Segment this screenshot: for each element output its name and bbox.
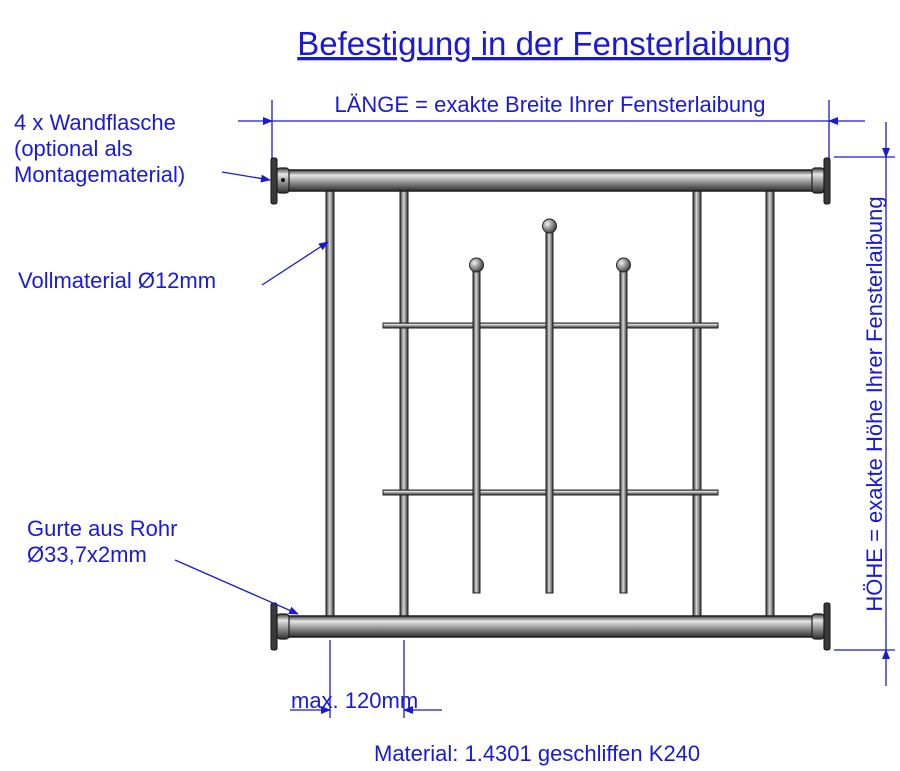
belts-label-line1: Gurte aus Rohr bbox=[27, 516, 178, 541]
vertical-bar bbox=[693, 189, 701, 617]
wall-flange bbox=[271, 158, 277, 204]
wall-flange-label-line1: 4 x Wandflasche bbox=[14, 110, 176, 135]
belts-label-line2: Ø33,7x2mm bbox=[27, 542, 147, 567]
page-title: Befestigung in der Fensterlaibung bbox=[297, 25, 791, 62]
bottom-rail-tube bbox=[284, 616, 816, 637]
vertical-bar bbox=[326, 189, 334, 617]
wall-flange bbox=[824, 603, 830, 650]
wall-flange-label-line2: (optional als bbox=[14, 136, 133, 161]
belts-leader bbox=[175, 560, 298, 614]
material-note: Material: 1.4301 geschliffen K240 bbox=[374, 741, 701, 766]
length-label: LÄNGE = exakte Breite Ihrer Fensterlaibung bbox=[334, 92, 766, 117]
top-rail-tube bbox=[284, 170, 816, 191]
solid-material-leader bbox=[262, 242, 328, 285]
wall-flange bbox=[824, 158, 830, 204]
ball-finial bbox=[543, 219, 557, 233]
wall-flange-leader bbox=[222, 172, 270, 180]
railing bbox=[271, 158, 830, 650]
end-cap bbox=[812, 614, 824, 639]
vertical-bar bbox=[400, 189, 408, 617]
end-cap bbox=[812, 168, 824, 193]
solid-material-label: Vollmaterial Ø12mm bbox=[18, 268, 217, 293]
height-label: HÖHE = exakte Höhe Ihrer Fensterlaibung bbox=[862, 196, 887, 612]
wall-flange bbox=[271, 603, 277, 650]
ball-finial bbox=[470, 258, 484, 272]
wall-flange-label-line3: Montagematerial) bbox=[14, 162, 186, 187]
ball-finial bbox=[617, 258, 631, 272]
end-cap bbox=[277, 614, 289, 639]
max-spacing-label: max. 120mm bbox=[291, 688, 419, 713]
vertical-bar bbox=[766, 189, 774, 617]
decor-bar bbox=[546, 231, 553, 593]
decor-bar bbox=[473, 270, 480, 593]
screw-hole bbox=[281, 178, 285, 182]
decor-bar bbox=[620, 270, 627, 593]
